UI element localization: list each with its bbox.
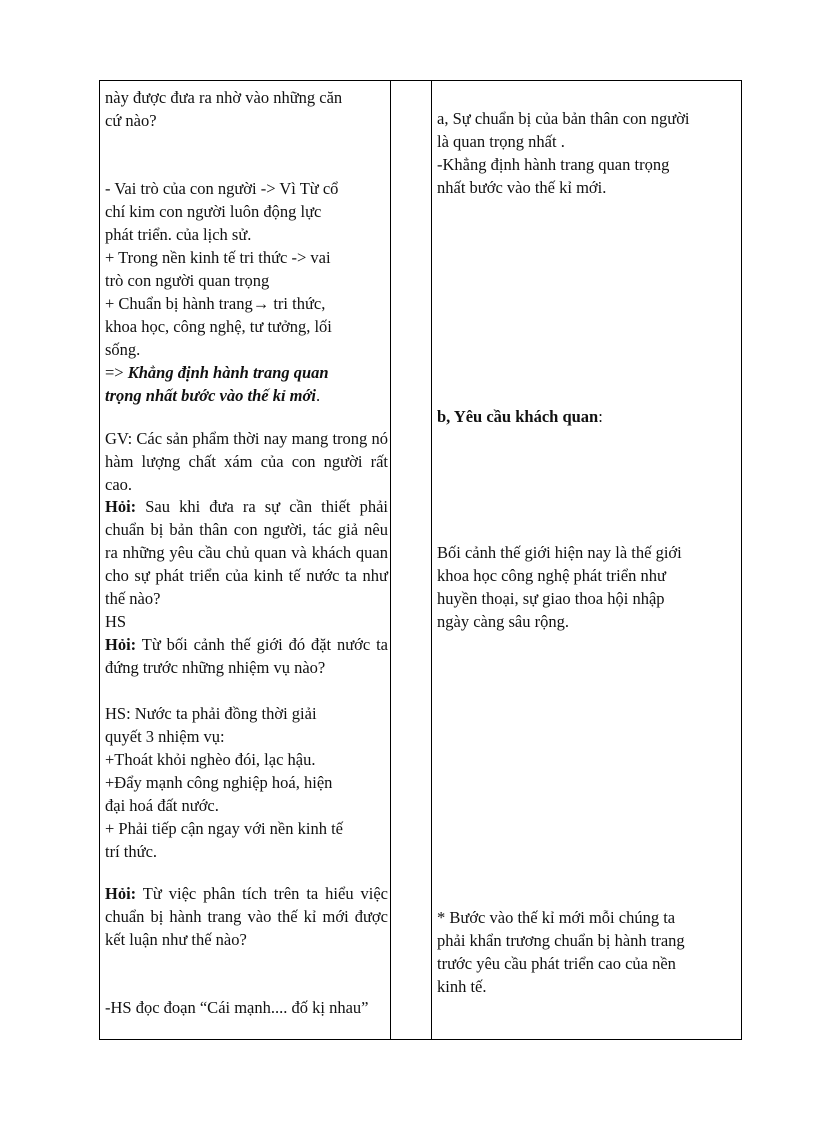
question-requirements: Hỏi: Sau khi đưa ra sự cần thiết phải chuẩn bị bản thân con người, tác giả nêu ra những yêu cầu chủ quan và khách quan cho sự phát triển của kinh tế nước ta như thế nào? [105, 497, 388, 608]
teacher-note: GV: Các sản phẩm thời nay mang trong nó hàm lượng chất xám của con người rất cao. [105, 429, 388, 494]
question-intro: này được đưa ra nhờ vào những căn cứ nào? [105, 88, 343, 130]
student-answer-tasks: HS: Nước ta phải đồng thời giải quyết 3 nhiệm vụ: +Thoát khỏi nghèo đói, lạc hậu. +Đẩy mạnh công nghiệp hoá, hiện đại hoá đất nước. + Phải tiếp cận ngay với nền kinh tế trí thức. [105, 704, 343, 861]
prepare-line: + Chuẩn bị hành trang→ tri thức, [105, 294, 326, 313]
lesson-table [99, 80, 742, 1040]
question-tasks: Hỏi: Từ bối cảnh thế giới đó đặt nước ta đứng trước những nhiệm vụ nào? [105, 635, 388, 677]
final-conclusion: * Bước vào thế kỉ mới mỗi chúng ta phải khẩn trương chuẩn bị hành trang trước yêu cầu phát triển cao của nền kinh tế. [437, 908, 685, 996]
section-b-heading: b, Yêu cầu khách quan: [437, 407, 603, 426]
question-conclusion: Hỏi: Từ việc phân tích trên ta hiểu việc chuẩn bị hành trang vào thế kỉ mới được kết luận như thế nào? [105, 884, 388, 949]
role-of-people: - Vai trò của con người -> Vì Từ cổ chí kim con người luôn động lực phát triển. của lịch sử. + Trong nền kinh tế tri thức -> vai trò con người quan trọng + Chuẩn bị hành trang→ tri thức, khoa học, công nghệ, tư tưởng, lối sống. => Khẳng định hành trang quan trọng nhất bước vào thế kỉ mới. [105, 177, 388, 407]
student-answer-1: HS [105, 612, 127, 631]
arrow-icon: → [252, 294, 270, 313]
student-reading: -HS đọc đoạn “Cái mạnh.... đố kị nhau” [105, 998, 369, 1017]
column-divider [431, 81, 432, 1039]
section-a: a, Sự chuẩn bị của bản thân con người là quan trọng nhất . -Khẳng định hành trang quan trọng nhất bước vào thế kỉ mới. [437, 109, 690, 197]
world-context: Bối cảnh thế giới hiện nay là thế giới khoa học công nghệ phát triển như huyền thoại, sự giao thoa hội nhập ngày càng sâu rộng. [437, 543, 682, 631]
conclusion-emphasis: => Khẳng định hành trang quan [105, 363, 329, 382]
column-divider [390, 81, 391, 1039]
